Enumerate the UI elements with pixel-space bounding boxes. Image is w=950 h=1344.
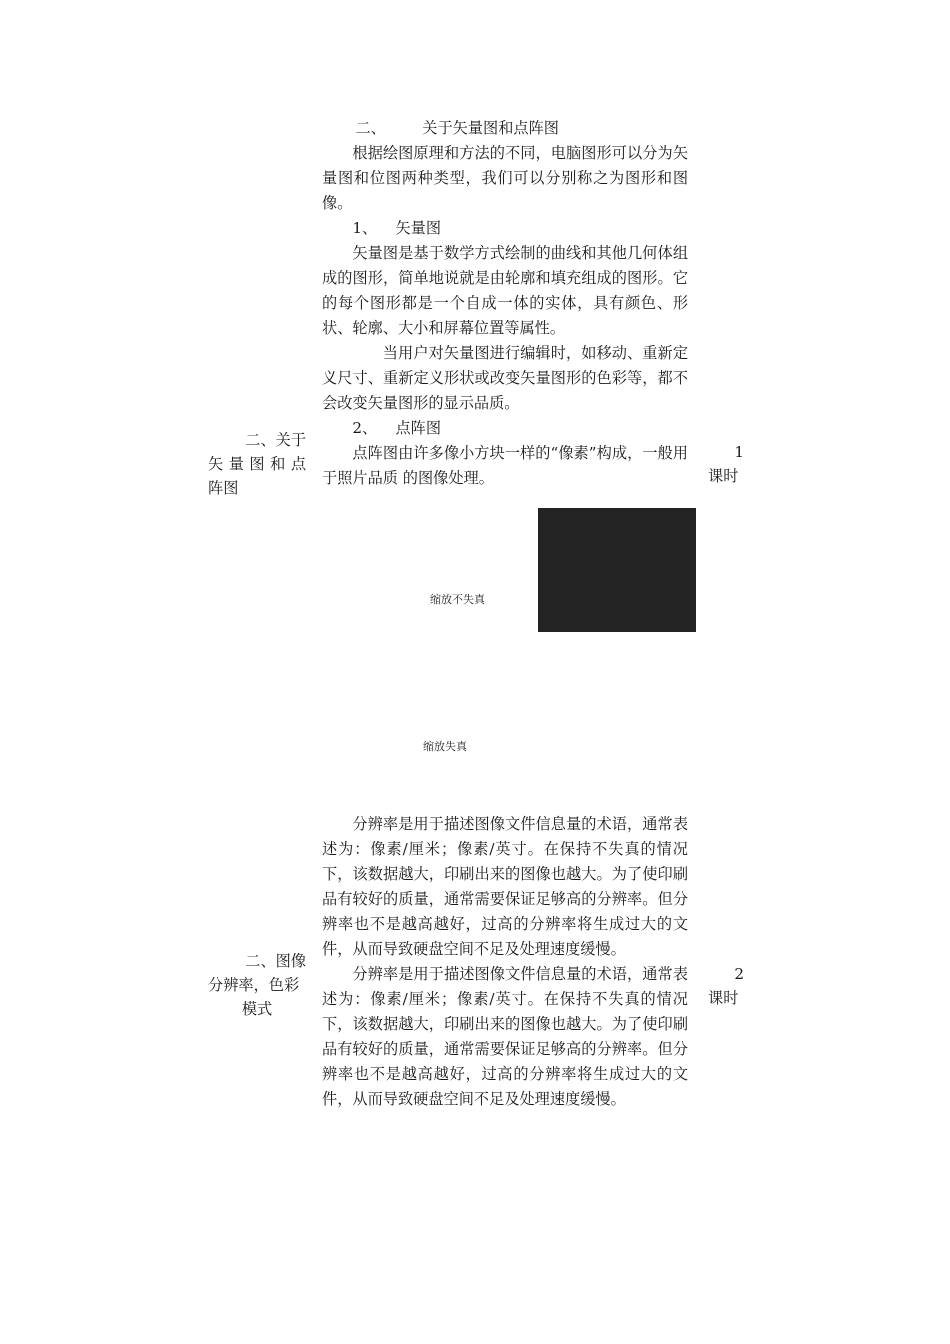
section2-hours	[700, 962, 748, 1010]
subheading-vector	[322, 216, 688, 241]
subheading-bitmap-title: 点阵图	[395, 419, 442, 437]
section1-hours	[700, 440, 748, 488]
section2-main-text	[322, 812, 688, 1112]
section2-topic-line3: 模式	[241, 1000, 273, 1018]
section1-intro: 根据绘图原理和方法的不同，电脑图形可以分为矢量图和位图两种类型，我们可以分别称之为图形和图像。	[322, 144, 688, 212]
section1-heading	[322, 116, 688, 141]
section2-hours-unit: 课时	[708, 989, 739, 1007]
bitmap-sample-image	[538, 508, 696, 632]
subheading-bitmap-number: 2、	[352, 419, 378, 437]
section2-topic-line2: 分辨率，色彩	[208, 976, 300, 994]
bitmap-paragraph-1: 点阵图由许多像小方块一样的“像素”构成，一般用于照片品质 的图像处理。	[322, 444, 688, 487]
section1-main-text	[322, 116, 688, 491]
subheading-bitmap	[322, 416, 688, 441]
section1-hours-unit: 课时	[708, 467, 739, 485]
section2-topic-line1: 二、图像	[245, 952, 306, 970]
resolution-paragraph-2: 分辨率是用于描述图像文件信息量的术语，通常表述为：像素/厘米；像素/英寸。在保持不失真的情况下，该数据越大，印刷出来的图像也越大。为了使印刷品有较好的质量，通常需要保证足够高的分辨率。但分辨率也不是越高越好，过高的分辨率将生成过大的文件，从而导致硬盘空间不足及处理速度缓慢。	[322, 965, 688, 1108]
section1-hours-number: 1	[734, 443, 744, 461]
caption-distortion: 缩放失真	[423, 740, 467, 753]
resolution-paragraph-1: 分辨率是用于描述图像文件信息量的术语，通常表述为：像素/厘米；像素/英寸。在保持不失真的情况下，该数据越大，印刷出来的图像也越大。为了使印刷品有较好的质量，通常需要保证足够高的分辨率。但分辨率也不是越高越好，过高的分辨率将生成过大的文件，从而导致硬盘空间不足及处理速度缓慢。	[322, 815, 688, 958]
vector-paragraph-2: 当用户对矢量图进行编辑时，如移动、重新定义尺寸、重新定义形状或改变矢量图形的色彩等，都不会改变矢量图形的显示品质。	[322, 344, 688, 412]
section1-topic	[208, 428, 306, 500]
section1-topic-line1: 二、关于	[245, 431, 306, 449]
vector-paragraph-1: 矢量图是基于数学方式绘制的曲线和其他几何体组成的图形，简单地说就是由轮廓和填充组成的图形。它的每个图形都是一个自成一体的实体，具有颜色、形状、轮廓、大小和屏幕位置等属性。	[322, 244, 688, 337]
section1-heading-title: 关于矢量图和点阵图	[422, 119, 559, 137]
section1-topic-line2: 矢量图和点	[208, 455, 306, 473]
section1-topic-line3: 阵图	[208, 479, 239, 497]
caption-no-distortion: 缩放不失真	[430, 593, 485, 606]
section2-hours-number: 2	[734, 965, 744, 983]
subheading-vector-number: 1、	[352, 219, 378, 237]
section1-heading-number: 二、	[355, 119, 386, 137]
section2-topic	[208, 949, 306, 1021]
subheading-vector-title: 矢量图	[395, 219, 442, 237]
